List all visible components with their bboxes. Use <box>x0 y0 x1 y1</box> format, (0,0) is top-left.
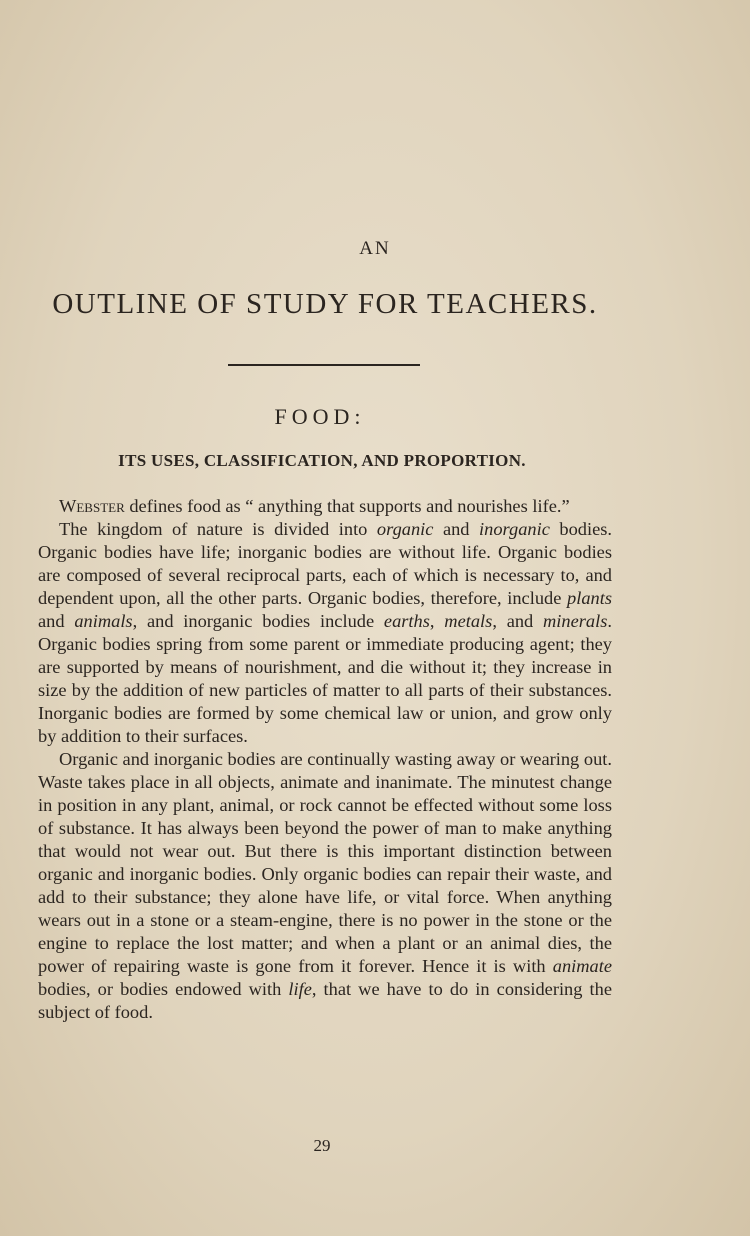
page-number: 29 <box>313 1136 331 1155</box>
paragraph-3: Organic and inorganic bodies are continually wasting away or wearing out. Waste takes place in all objects, animate and inanimate. The minutest change in position in any plant, animal, or rock cannot be effected without some loss of substance. It has always been beyond the power of man to make anything that would not wear out. But there is this important distinction between organic and inorganic bodies. Only organic bodies can repair their waste, and add to their substance; they alone have life, or vital force. When anything wears out in a stone or a steam-engine, there is no power in the stone or the engine to replace the lost matter; and when a plant or an animal dies, the power of repairing waste is gone from it forever. Hence it is with animate bodies, or bodies endowed with life, that we have to do in considering the subject of food. <box>38 749 612 1022</box>
author-name: Webster <box>59 496 125 516</box>
paragraph-2: The kingdom of nature is divided into organic and inorganic bodies. Organic bodies have life; inorganic bodies are without life. Organic bodies are composed of several reciprocal parts, each of which is necessary to, and dependent upon, all the other parts. Organic bodies, therefore, include plants and animals, and inorganic bodies include earths, metals, and minerals. Organic bodies spring from some parent or immediate producing agent; they are supported by means of nourishment, and die without it; they increase in size by the addition of new particles of matter to all parts of their substances. Inorganic bodies are formed by some chemical law or union, and grow only by addition to their surfaces. <box>38 519 613 746</box>
section-title: FOOD: <box>274 404 366 429</box>
body-text <box>38 495 612 1024</box>
divider-rule <box>228 364 420 366</box>
pre-title: AN <box>359 238 391 259</box>
page-title: OUTLINE OF STUDY FOR TEACHERS. <box>52 288 598 320</box>
section-subtitle: ITS USES, CLASSIFICATION, AND PROPORTION. <box>118 451 526 470</box>
paragraph-1: Webster defines food as “ anything that supports and nourishes life.” <box>59 496 570 516</box>
